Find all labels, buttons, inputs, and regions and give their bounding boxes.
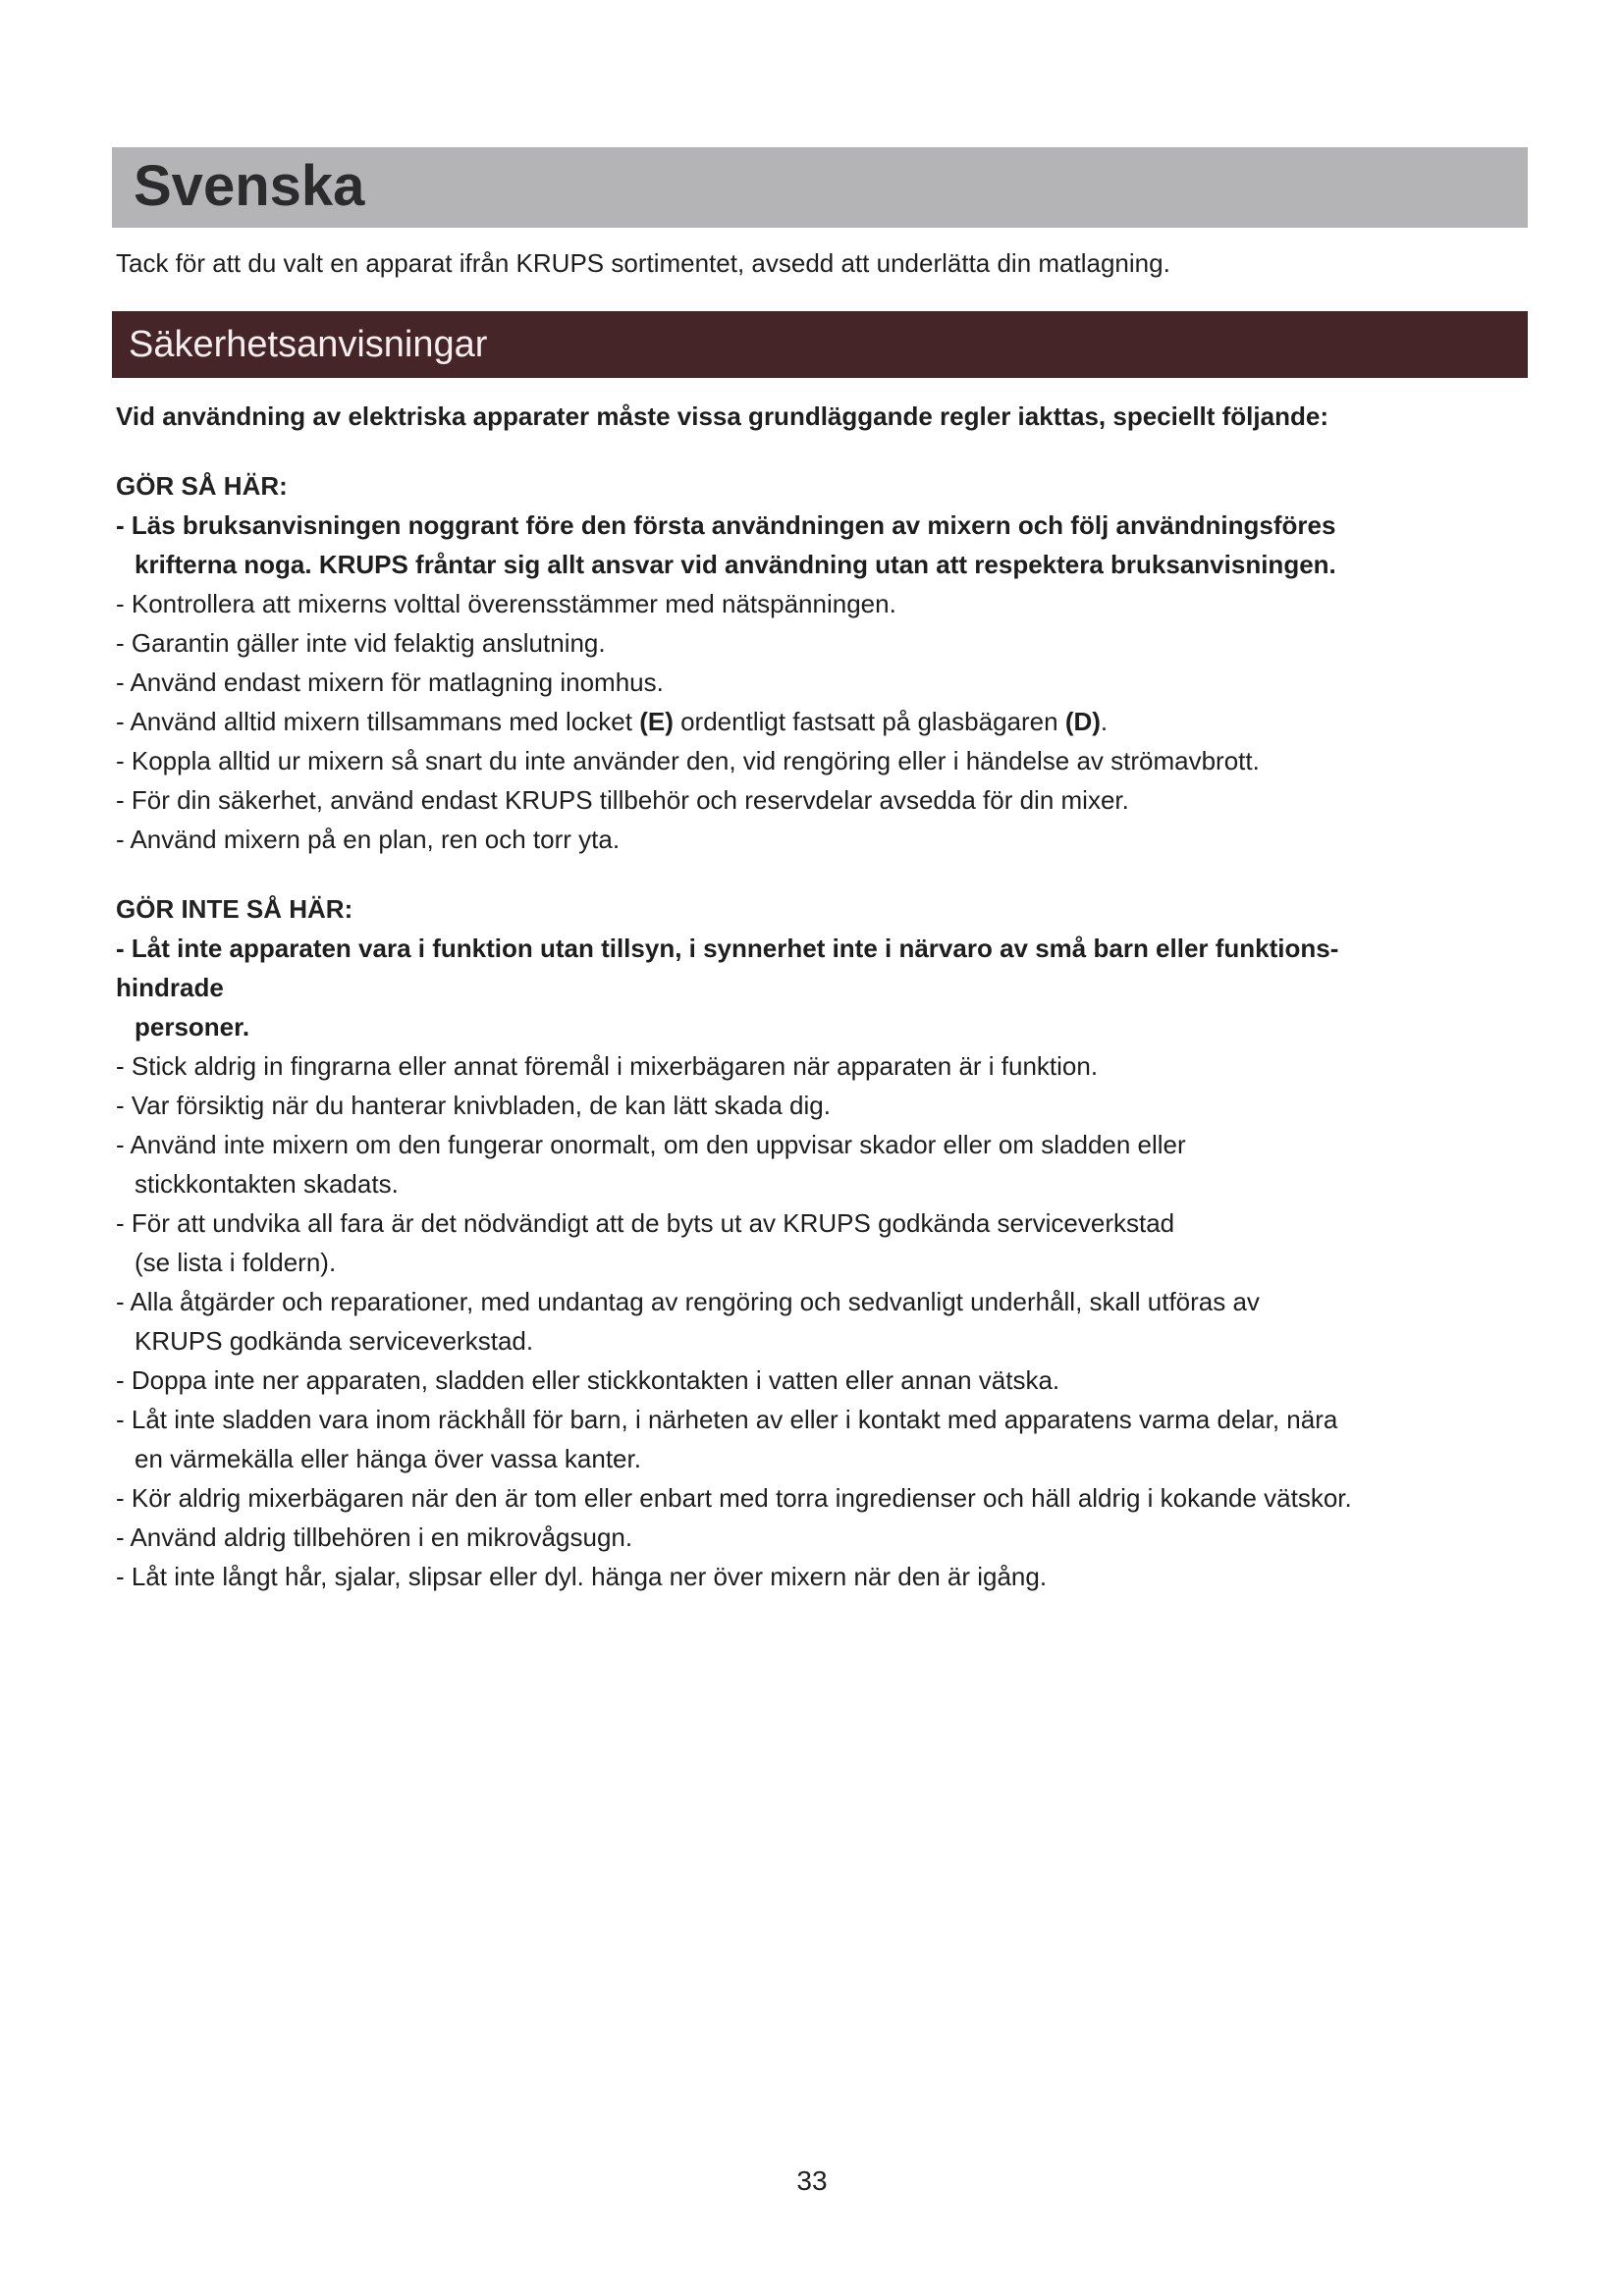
- do-item-lid-text-1: - Använd alltid mixern tillsammans med locket: [116, 707, 640, 736]
- lid-reference: (E): [639, 707, 674, 736]
- dont-item-continuation: stickkontakten skadats.: [135, 1169, 399, 1199]
- dont-item: - Kör aldrig mixerbägaren när den är tom eller enbart med torra ingredienser och häll aldrig i kokande vätskor.: [116, 1483, 1352, 1513]
- do-item: - Garantin gäller inte vid felaktig anslutning.: [116, 628, 606, 658]
- do-lead-line-2: krifterna noga. KRUPS fråntar sig allt ansvar vid användning utan att respektera bruksanvisningen.: [135, 550, 1336, 579]
- page-number: 33: [796, 2165, 828, 2196]
- safety-lead: Vid användning av elektriska apparater måste vissa grundläggande regler iakttas, speciellt följande:: [116, 401, 1328, 431]
- dont-lead-line-2: hindrade: [116, 973, 224, 1002]
- do-heading: GÖR SÅ HÄR:: [116, 471, 288, 501]
- do-item-lid: [116, 702, 1530, 741]
- dont-item: - För att undvika all fara är det nödvändigt att de byts ut av KRUPS godkända serviceverkstad: [116, 1208, 1175, 1238]
- do-item: - Koppla alltid ur mixern så snart du inte använder den, vid rengöring eller i händelse av strömavbrott.: [116, 746, 1260, 775]
- dont-lead-line-1: - Låt inte apparaten vara i funktion utan tillsyn, i synnerhet inte i närvaro av små barn eller funktions-: [116, 934, 1339, 963]
- do-lead-line-1: - Läs bruksanvisningen noggrant före den första användningen av mixern och följ användningsföres: [116, 510, 1336, 540]
- dont-item: - Använd aldrig tillbehören i en mikrovågsugn.: [116, 1522, 633, 1552]
- do-item: - För din säkerhet, använd endast KRUPS tillbehör och reservdelar avsedda för din mixer.: [116, 785, 1129, 815]
- section-title: Säkerhetsanvisningar: [129, 324, 488, 365]
- dont-item: - Doppa inte ner apparaten, sladden eller stickkontakten i vatten eller annan vätska.: [116, 1365, 1060, 1395]
- do-item: - Kontrollera att mixerns volttal överensstämmer med nätspänningen.: [116, 589, 896, 618]
- intro-text: Tack för att du valt en apparat ifrån KRUPS sortimentet, avsedd att underlätta din matlagning.: [116, 248, 1170, 278]
- do-item: - Använd endast mixern för matlagning inomhus.: [116, 667, 664, 697]
- dont-lead-line-3: personer.: [135, 1012, 250, 1041]
- spacer: [116, 859, 1530, 889]
- jar-reference: (D): [1064, 707, 1101, 736]
- dont-item: - Alla åtgärder och reparationer, med undantag av rengöring och sedvanligt underhåll, skall utföras av: [116, 1287, 1260, 1316]
- dont-item-continuation: en värmekälla eller hänga över vassa kanter.: [135, 1444, 641, 1473]
- dont-item: - Stick aldrig in fingrarna eller annat föremål i mixerbägaren när apparaten är i funktion.: [116, 1051, 1099, 1081]
- do-item-lid-text-3: .: [1100, 707, 1109, 736]
- dont-item: - Var försiktig när du hanterar knivbladen, de kan lätt skada dig.: [116, 1091, 831, 1120]
- dont-item-continuation: (se lista i foldern).: [135, 1248, 337, 1277]
- safety-instructions: [116, 397, 1530, 1596]
- dont-item: - Låt inte långt hår, sjalar, slipsar eller dyl. hänga ner över mixern när den är igång.: [116, 1562, 1048, 1591]
- spacer: [116, 436, 1530, 466]
- do-item-lid-text-2: ordentligt fastsatt på glasbägaren: [673, 707, 1065, 736]
- dont-item-continuation: KRUPS godkända serviceverkstad.: [135, 1326, 534, 1356]
- dont-item: - Låt inte sladden vara inom räckhåll för barn, i närheten av eller i kontakt med apparatens varma delar, nära: [116, 1405, 1338, 1434]
- language-title: Svenska: [134, 154, 365, 218]
- dont-heading: GÖR INTE SÅ HÄR:: [116, 894, 353, 924]
- do-item: - Använd mixern på en plan, ren och torr yta.: [116, 825, 621, 854]
- dont-item: - Använd inte mixern om den fungerar onormalt, om den uppvisar skador eller om sladden eller: [116, 1130, 1186, 1159]
